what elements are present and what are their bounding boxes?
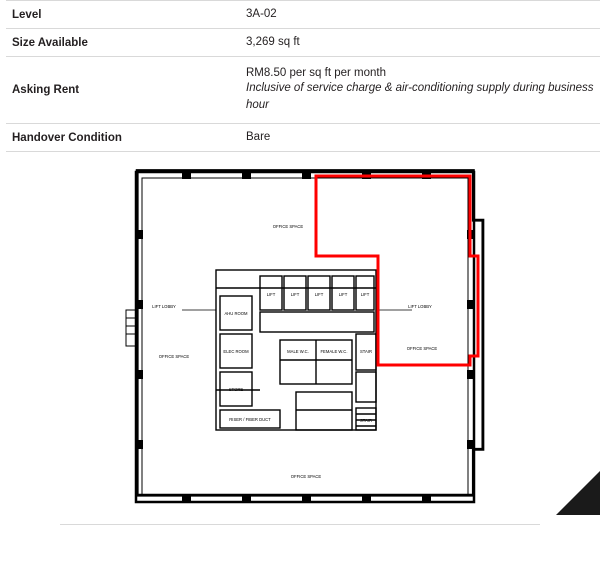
spec-value-text: Bare — [246, 131, 271, 144]
svg-text:MALE W.C.: MALE W.C. — [287, 349, 309, 355]
spec-value-text: RM8.50 per sq ft per month — [246, 67, 386, 79]
table-row — [6, 124, 600, 152]
table-row — [6, 57, 600, 124]
svg-text:OFFICE SPACE: OFFICE SPACE — [272, 224, 304, 230]
svg-text:OFFICE SPACE: OFFICE SPACE — [290, 474, 322, 480]
svg-text:OFFICE SPACE: OFFICE SPACE — [158, 354, 190, 360]
svg-text:OFFICE SPACE: OFFICE SPACE — [406, 346, 438, 352]
spec-label: Size Available — [12, 36, 88, 49]
floorplan-image — [120, 160, 492, 515]
svg-text:LIFT: LIFT — [338, 292, 348, 298]
property-spec-table — [6, 0, 600, 152]
spec-value-text: 3,269 sq ft — [246, 36, 300, 48]
svg-text:LIFT: LIFT — [290, 292, 300, 298]
svg-text:STORE: STORE — [228, 387, 244, 393]
spec-value — [240, 124, 600, 152]
table-row — [6, 29, 600, 57]
spec-value — [240, 1, 600, 29]
divider — [60, 524, 540, 525]
svg-text:RISER / FIBER DUCT: RISER / FIBER DUCT — [229, 417, 271, 423]
spec-value — [240, 57, 600, 124]
table-row — [6, 1, 600, 29]
svg-text:LIFT LOBBY: LIFT LOBBY — [152, 304, 176, 310]
spec-label: Level — [12, 8, 42, 21]
spec-label: Handover Condition — [12, 131, 122, 144]
svg-text:LIFT LOBBY: LIFT LOBBY — [408, 304, 432, 310]
spec-value-text: 3A-02 — [246, 8, 277, 20]
spec-value-note: Inclusive of service charge & air-conditioning supply during business hour — [246, 82, 594, 111]
floorplan-section — [0, 152, 600, 537]
svg-text:AHU ROOM: AHU ROOM — [224, 311, 248, 317]
svg-text:FEMALE W.C.: FEMALE W.C. — [320, 349, 348, 355]
svg-text:LIFT: LIFT — [266, 292, 276, 298]
svg-text:STAIR: STAIR — [359, 349, 373, 355]
svg-text:STAIR: STAIR — [359, 418, 373, 424]
svg-text:LIFT: LIFT — [360, 292, 370, 298]
corner-decoration — [556, 471, 600, 515]
spec-label: Asking Rent — [12, 84, 80, 97]
svg-text:LIFT: LIFT — [314, 292, 324, 298]
svg-text:ELEC ROOM: ELEC ROOM — [223, 349, 249, 355]
spec-value — [240, 29, 600, 57]
